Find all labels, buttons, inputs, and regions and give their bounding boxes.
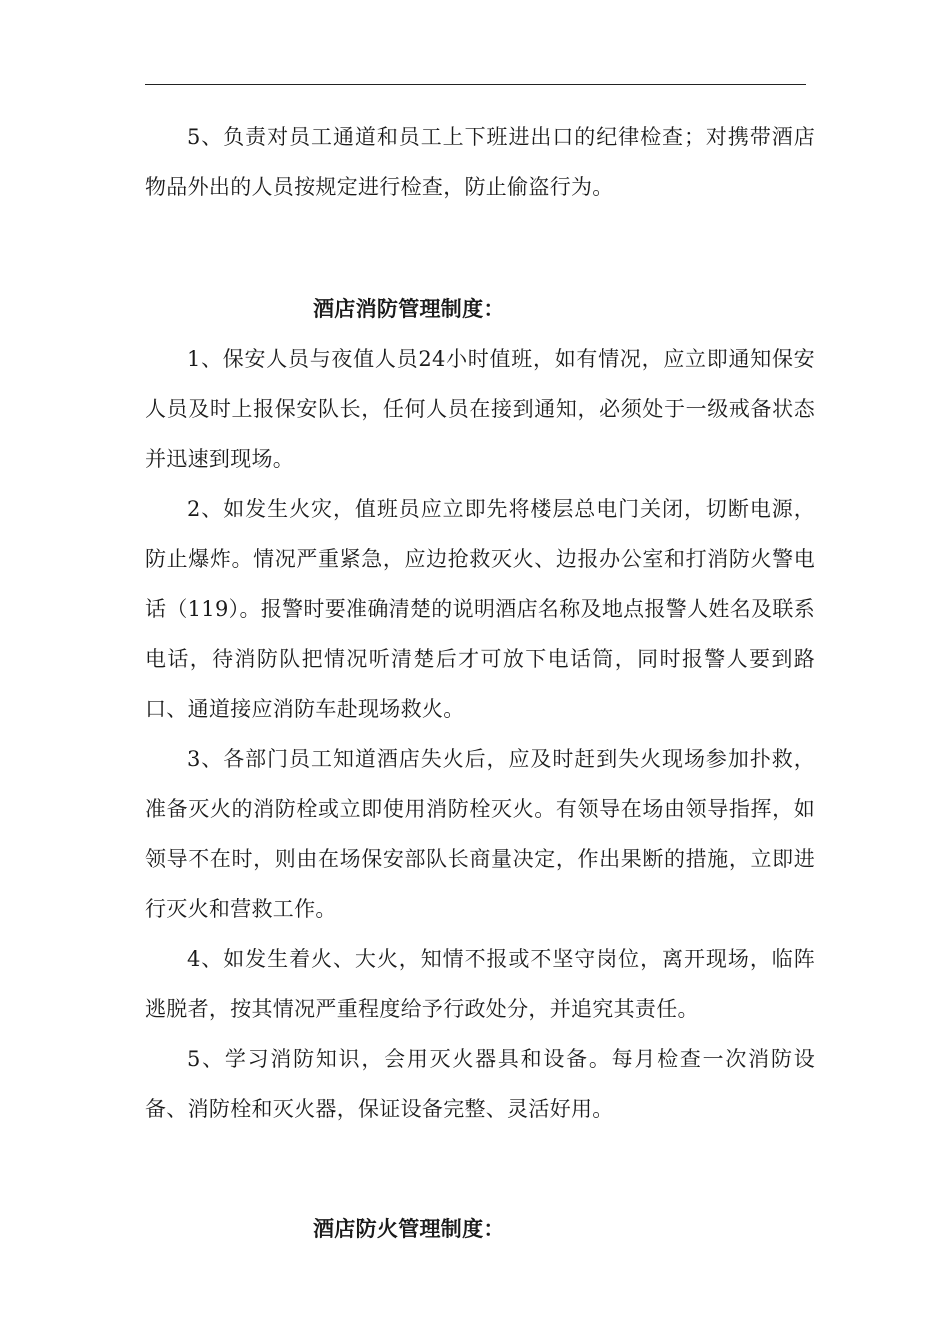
spacer	[145, 1134, 815, 1204]
header-rule	[145, 84, 806, 85]
intro-paragraph: 5、负责对员工通道和员工上下班进出口的纪律检查；对携带酒店物品外出的人员按规定进行检查，防止偷盗行为。	[145, 125, 815, 199]
section-heading-fire-management: 酒店消防管理制度：	[313, 296, 505, 321]
fire-item-2: 2、如发生火灾，值班员应立即先将楼层总电门关闭，切断电源，防止爆炸。情况严重紧急，应边抢救灭火、边报办公室和打消防火警电话（119）。报警时要准确清楚的说明酒店名称及地点报警人姓名及联系电话，待消防队把情况听清楚后才可放下电话筒，同时报警人要到路口、通道接应消防车赴现场救火。	[145, 497, 815, 721]
spacer	[145, 212, 815, 284]
fire-item-1: 1、保安人员与夜值人员24小时值班，如有情况，应立即通知保安人员及时上报保安队长，任何人员在接到通知，必须处于一级戒备状态并迅速到现场。	[145, 347, 815, 471]
section-heading-fire-prevention: 酒店防火管理制度：	[313, 1216, 505, 1241]
fire-item-5: 5、学习消防知识，会用灭火器具和设备。每月检查一次消防设备、消防栓和灭火器，保证设备完整、灵活好用。	[145, 1047, 815, 1121]
fire-item-4: 4、如发生着火、大火，知情不报或不坚守岗位，离开现场，临阵逃脱者，按其情况严重程度给予行政处分，并追究其责任。	[145, 947, 815, 1021]
document-body	[145, 112, 815, 1254]
fire-item-3: 3、各部门员工知道酒店失火后，应及时赶到失火现场参加扑救，准备灭火的消防栓或立即使用消防栓灭火。有领导在场由领导指挥，如领导不在时，则由在场保安部队长商量决定，作出果断的措施，立即进行灭火和营救工作。	[145, 747, 815, 921]
